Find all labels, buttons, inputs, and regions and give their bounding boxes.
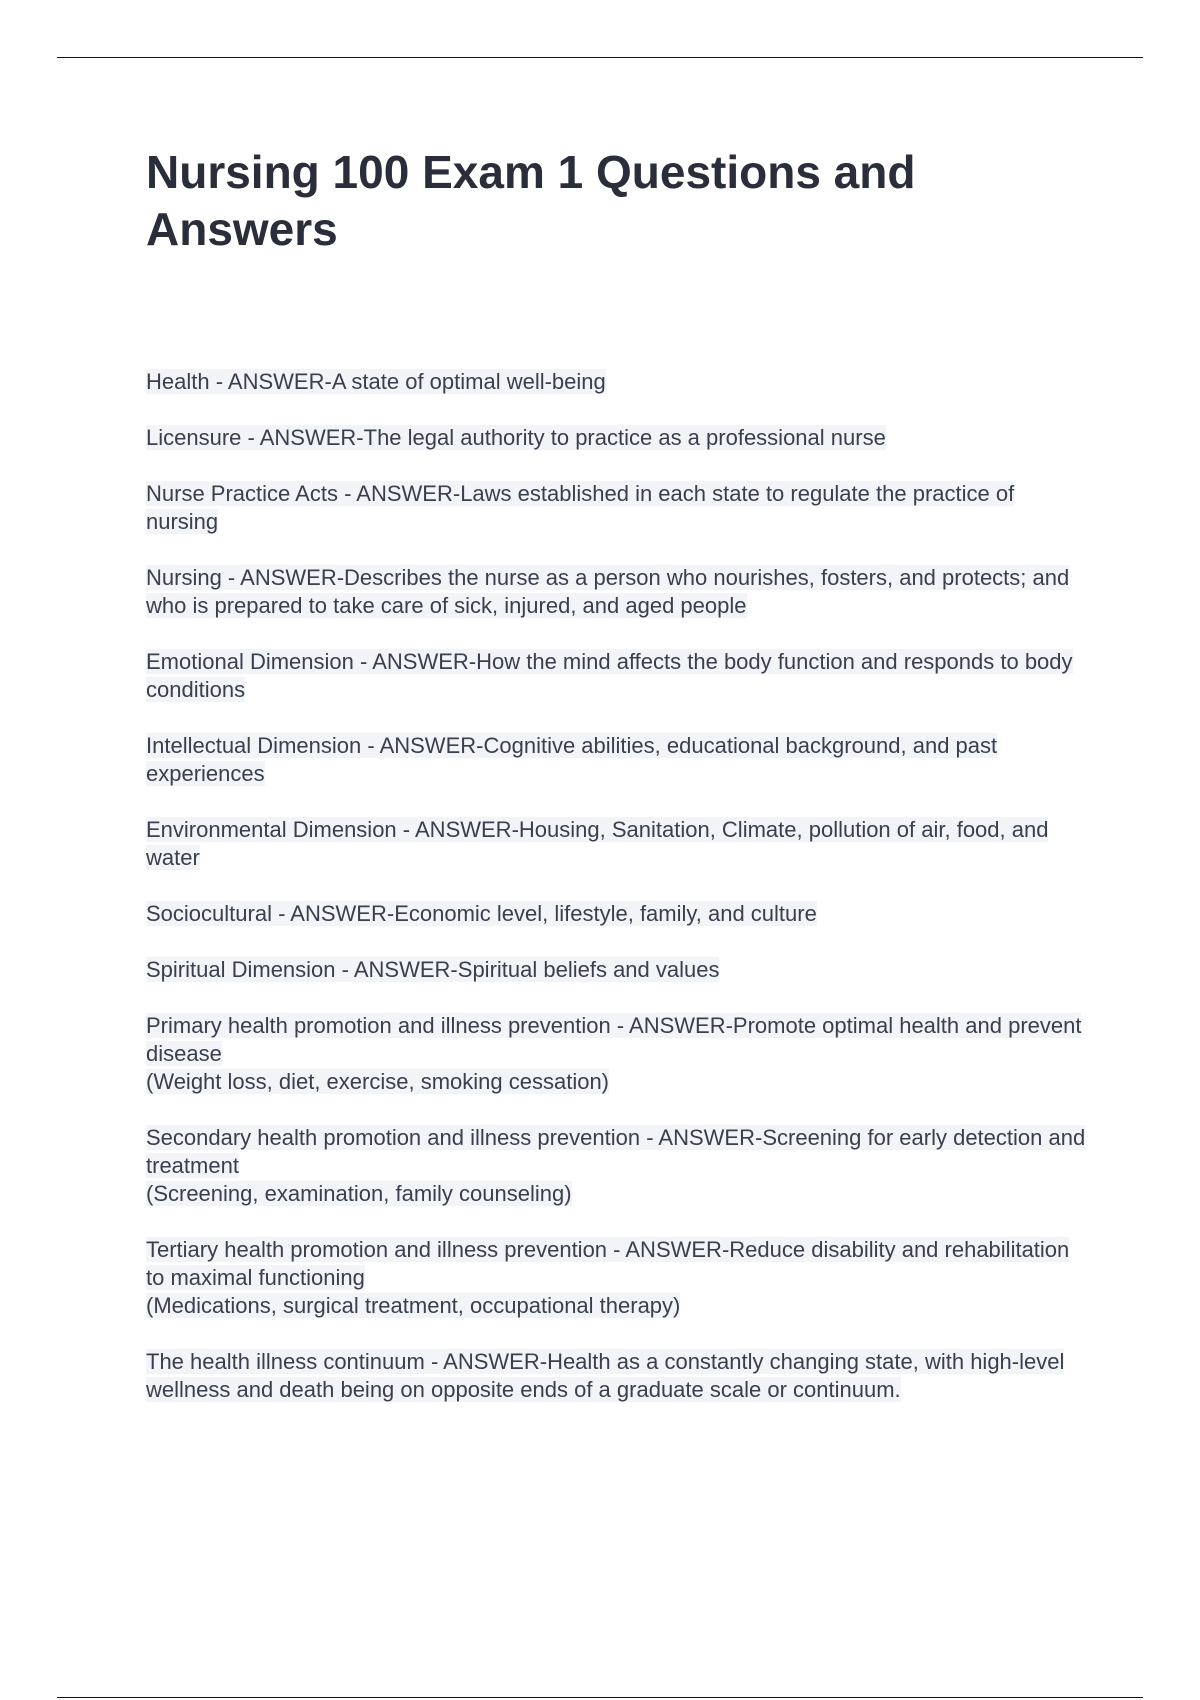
qa-separator: - ANSWER- — [335, 957, 458, 982]
qa-answer: Reduce disability and rehabilitation to maximal functioning — [146, 1237, 1070, 1290]
qa-item-primary-prevention — [146, 1012, 1091, 1096]
qa-separator: - ANSWER- — [610, 1013, 733, 1038]
qa-answer: How the mind affects the body function and responds to body conditions — [146, 649, 1073, 702]
qa-answer: Promote optimal health and prevent disease — [146, 1013, 1082, 1066]
document-title — [146, 144, 1106, 258]
qa-separator: - ANSWER- — [221, 565, 345, 590]
qa-answer: Spiritual beliefs and values — [457, 957, 720, 982]
qa-item-intellectual-dimension — [146, 732, 1091, 788]
qa-item-spiritual-dimension — [146, 956, 1091, 984]
qa-answer: Describes the nurse as a person who nourishes, fosters, and protects; and who is prepared to take care of sick, injured, and aged people — [146, 565, 1070, 618]
qa-answer: Laws established in each state to regulate the practice of nursing — [146, 481, 1015, 534]
qa-item-tertiary-prevention — [146, 1236, 1091, 1320]
qa-separator: - ANSWER- — [424, 1349, 548, 1374]
bottom-rule — [57, 1697, 1143, 1698]
qa-term: Environmental Dimension — [146, 817, 397, 842]
qa-item-nursing — [146, 564, 1091, 620]
qa-answer: Economic level, lifestyle, family, and culture — [394, 901, 817, 926]
qa-separator: - ANSWER- — [640, 1125, 763, 1150]
top-rule — [57, 57, 1143, 58]
qa-note: (Weight loss, diet, exercise, smoking cessation) — [146, 1069, 609, 1094]
qa-note: (Screening, examination, family counseling) — [146, 1181, 572, 1206]
qa-item-health-illness-continuum — [146, 1348, 1091, 1404]
qa-term: Emotional Dimension — [146, 649, 354, 674]
qa-item-nurse-practice-acts — [146, 480, 1091, 536]
qa-separator: - ANSWER- — [396, 817, 519, 842]
qa-term: Primary health promotion and illness prevention — [146, 1013, 611, 1038]
qa-term: Spiritual Dimension — [146, 957, 336, 982]
qa-separator: - ANSWER- — [241, 425, 364, 450]
title-line-1: Nursing 100 Exam 1 Questions and — [146, 146, 916, 198]
qa-term: Secondary health promotion and illness prevention — [146, 1125, 641, 1150]
qa-answer: Health as a constantly changing state, with high-level wellness and death being on opposite ends of a graduate scale or continuum. — [146, 1349, 1065, 1402]
qa-answer: Housing, Sanitation, Climate, pollution of air, food, and water — [146, 817, 1049, 870]
qa-term: Intellectual Dimension — [146, 733, 362, 758]
qa-item-secondary-prevention — [146, 1124, 1091, 1208]
qa-answer: Screening for early detection and treatment — [146, 1125, 1086, 1178]
qa-separator: - ANSWER- — [607, 1237, 730, 1262]
qa-separator: - ANSWER- — [361, 733, 484, 758]
qa-list — [146, 368, 1091, 1432]
qa-answer: Cognitive abilities, educational background, and past experiences — [146, 733, 998, 786]
qa-term: Tertiary health promotion and illness prevention — [146, 1237, 608, 1262]
qa-item-health — [146, 368, 1091, 396]
qa-term: Health — [146, 369, 210, 394]
qa-term: Nurse Practice Acts — [146, 481, 338, 506]
qa-term: The health illness continuum — [146, 1349, 425, 1374]
qa-separator: - ANSWER- — [209, 369, 332, 394]
qa-note: (Medications, surgical treatment, occupational therapy) — [146, 1293, 681, 1318]
qa-separator: - ANSWER- — [337, 481, 461, 506]
qa-term: Nursing — [146, 565, 222, 590]
qa-separator: - ANSWER- — [271, 901, 395, 926]
qa-item-licensure — [146, 424, 1091, 452]
qa-term: Sociocultural — [146, 901, 272, 926]
qa-answer: A state of optimal well-being — [331, 369, 606, 394]
qa-separator: - ANSWER- — [353, 649, 477, 674]
qa-term: Licensure — [146, 425, 242, 450]
qa-item-emotional-dimension — [146, 648, 1091, 704]
title-line-2: Answers — [146, 203, 338, 255]
qa-item-environmental-dimension — [146, 816, 1091, 872]
qa-answer: The legal authority to practice as a professional nurse — [363, 425, 886, 450]
qa-item-sociocultural — [146, 900, 1091, 928]
